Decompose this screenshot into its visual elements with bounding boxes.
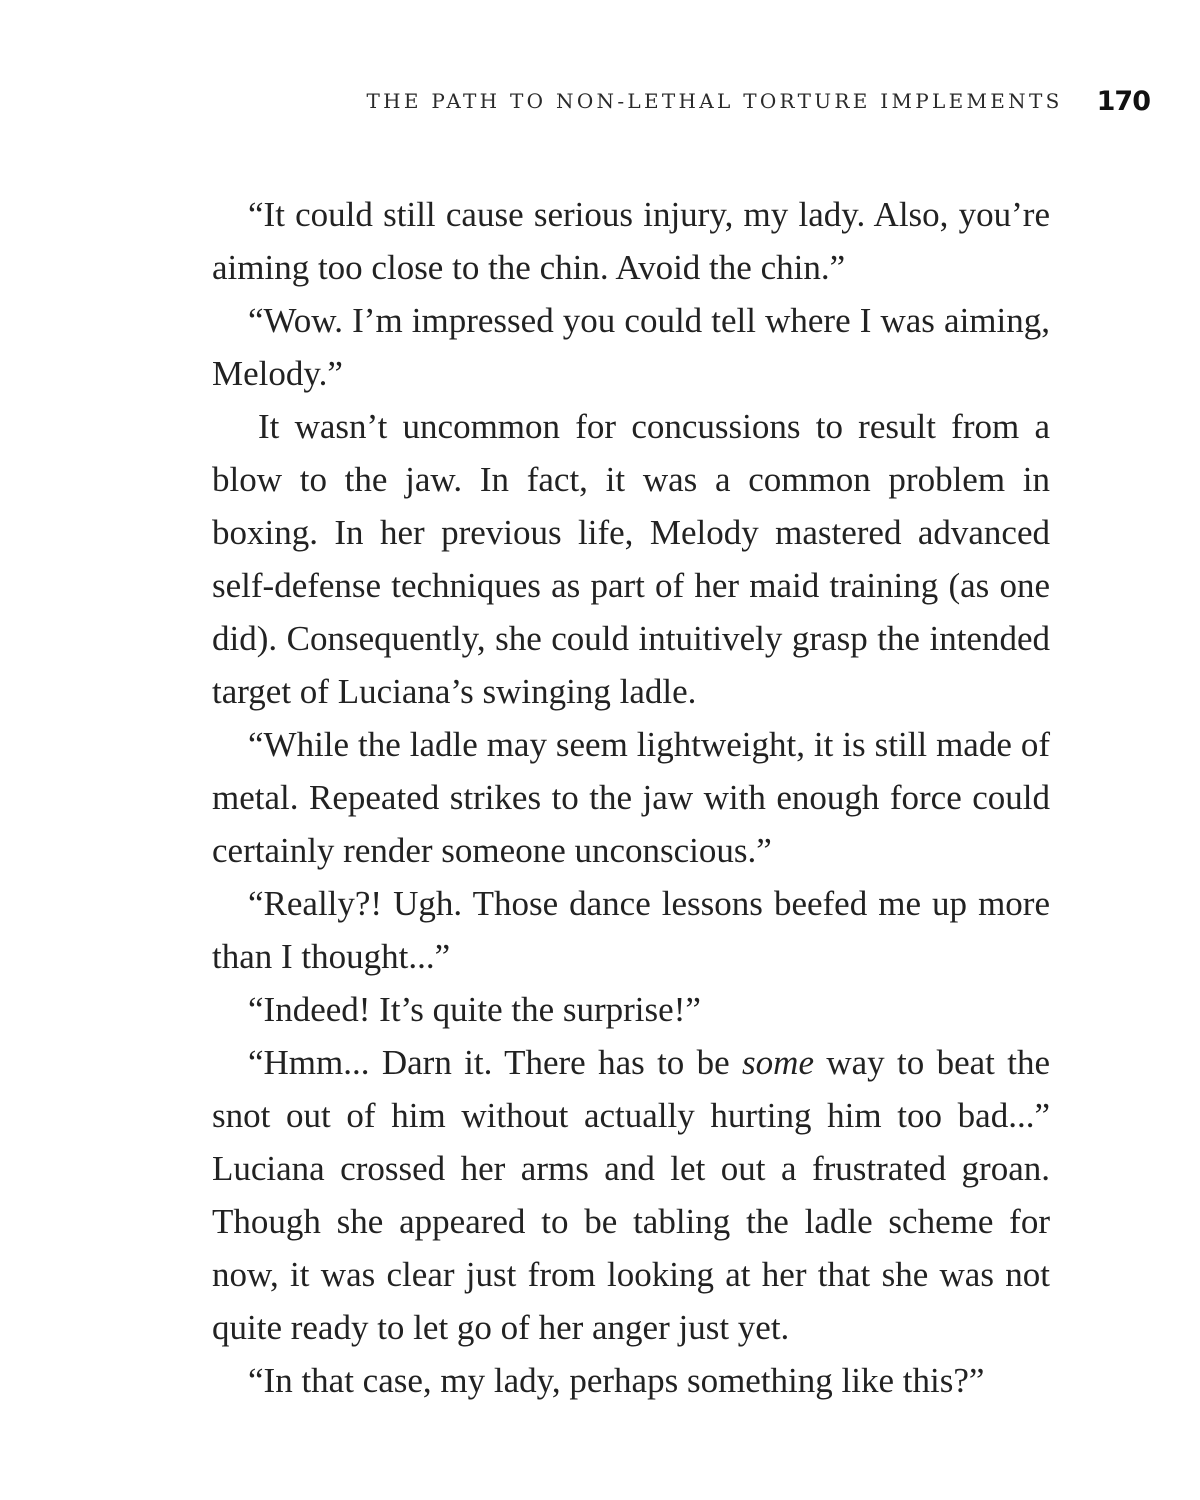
body-text <box>212 188 1050 1407</box>
paragraph <box>212 1036 1050 1354</box>
paragraph: “Really?! Ugh. Those dance lessons beefed me up more than I thought...” <box>212 884 1050 976</box>
paragraph-text: “Hmm... Darn it. There has to be <box>248 1043 743 1082</box>
paragraph: It wasn’t uncommon for concussions to result from a blow to the jaw. In fact, it was a common problem in boxing. In her previous life, Melody mastered advanced self-defense techniques as part of her maid training (as one did). Consequently, she could intuitively grasp the intended target of Luciana’s swinging ladle. <box>212 407 1050 711</box>
page-number: 170 <box>1096 85 1150 117</box>
paragraph: “It could still cause serious injury, my lady. Also, you’re aiming too close to the chin. Avoid the chin.” <box>212 195 1050 287</box>
paragraph: “In that case, my lady, perhaps something like this?” <box>248 1361 985 1400</box>
chapter-title: THE PATH TO NON-LETHAL TORTURE IMPLEMENTS <box>366 89 1063 113</box>
paragraph: “Indeed! It’s quite the surprise!” <box>248 990 701 1029</box>
paragraph-text: way to beat the snot out of him without actually hurting him too bad...” Luciana crossed her arms and let out a frustrated groan. Though she appeared to be tabling the ladle scheme for now, it was clear just from looking at her that she was not quite ready to let go of her anger just yet. <box>212 1043 1050 1347</box>
running-header <box>200 84 1150 118</box>
emphasis-text: some <box>742 1043 814 1082</box>
paragraph: “While the ladle may seem lightweight, it is still made of metal. Repeated strikes to the jaw with enough force could certainly render someone unconscious.” <box>212 725 1050 870</box>
paragraph: “Wow. I’m impressed you could tell where I was aiming, Melody.” <box>212 301 1050 393</box>
